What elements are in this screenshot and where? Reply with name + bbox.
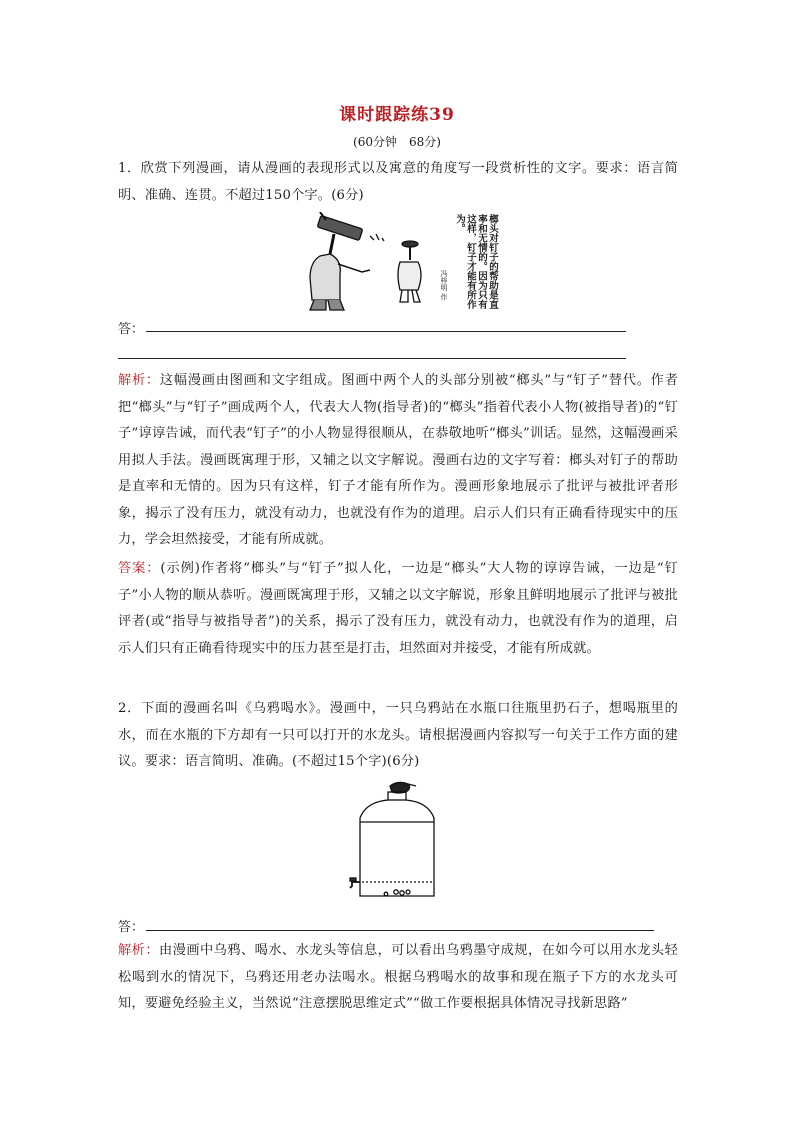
q1-analysis-text: 这幅漫画由图画和文字组成。图画中两个人的头部分别被“榔头”与“钉子”替代。作者把“榔头”与“钉子”画成两个人，代表大人物(指导者)的“榔头”指着代表小人物(被指导者)的“钉子”谆谆告诫，而代表“钉子”的小人物显得很顺从，在恭敬地听“榔头”训话。显然，这幅漫画采用拟人手法。漫画既寓理于形，又辅之以文字解说。漫画右边的文字写着：榔头对钉子的帮助是直率和无情的。因为只有这样，钉子才能有所作为。漫画形象地展示了批评与被批评者形象，揭示了没有压力，就没有动力，也就没有作为的道理。启示人们只有正确看待现实中的压力，学会坦然接受，才能有所成就。 [118, 373, 678, 547]
crow-bottle-drawing [346, 778, 444, 904]
crow-bottle-cartoon [346, 778, 444, 904]
q1-answer-label: 答： [118, 322, 145, 337]
q1-analysis-label: 解析： [118, 373, 160, 388]
question-2-text: 2．下面的漫画名叫《乌鸦喝水》。漫画中，一只乌鸦站在水瓶口往瓶里扔石子，想喝瓶里的水，而在水瓶的下方却有一只可以打开的水龙头。请根据漫画内容拟写一句关于工作方面的建议。要求：语言简明、准确。(不超过15个字)(6分) [118, 701, 678, 769]
q1-answer-line-2[interactable] [118, 358, 626, 359]
q2-answer-label: 答： [118, 920, 145, 935]
cartoon-signature: 冯梓明 作 [440, 270, 448, 301]
q1-key [118, 556, 678, 662]
q1-analysis [118, 368, 678, 554]
cartoon-caption: 榔头对钉子的帮助是直率和无情的。因为只有这样，钉子才能有所作为。 [454, 214, 498, 309]
page-title: 课时跟踪练39 [339, 105, 455, 125]
q2-answer-line[interactable] [146, 930, 654, 931]
q1-key-label: 答案： [118, 561, 161, 576]
page-subtitle: (60分钟 68分) [353, 135, 441, 149]
q2-analysis-label: 解析： [118, 943, 159, 958]
q2-analysis-text: 由漫画中乌鸦、喝水、水龙头等信息，可以看出乌鸦墨守成规，在如今可以用水龙头轻松喝到水的情况下，乌鸦还用老办法喝水。根据乌鸦喝水的故事和现在瓶子下方的水龙头可知，要避免经验主义，当然说“注意摆脱思维定式”“做工作要根据具体情况寻找新思路” [118, 943, 678, 1011]
question-1-text: 1．欣赏下列漫画，请从漫画的表现形式以及寓意的角度写一段赏析性的文字。要求：语言简明、准确、连贯。不超过150个字。(6分) [118, 161, 678, 203]
q1-key-text: (示例)作者将“榔头”与“钉子”拟人化，一边是“榔头”大人物的谆谆告诫，一边是“钉子”小人物的顺从恭听。漫画既寓理于形，又辅之以文字解说，形象且鲜明地展示了批评与被批评者(或“指导与被指导者”)的关系，揭示了没有压力，就没有动力，也就没有作为的道理，启示人们只有正确看待现实中的压力甚至是打击，坦然面对并接受，才能有所成就。 [118, 561, 678, 656]
hammer-nail-cartoon [300, 212, 506, 312]
q2-analysis [118, 938, 678, 1018]
q1-answer-line-1[interactable] [146, 331, 626, 332]
